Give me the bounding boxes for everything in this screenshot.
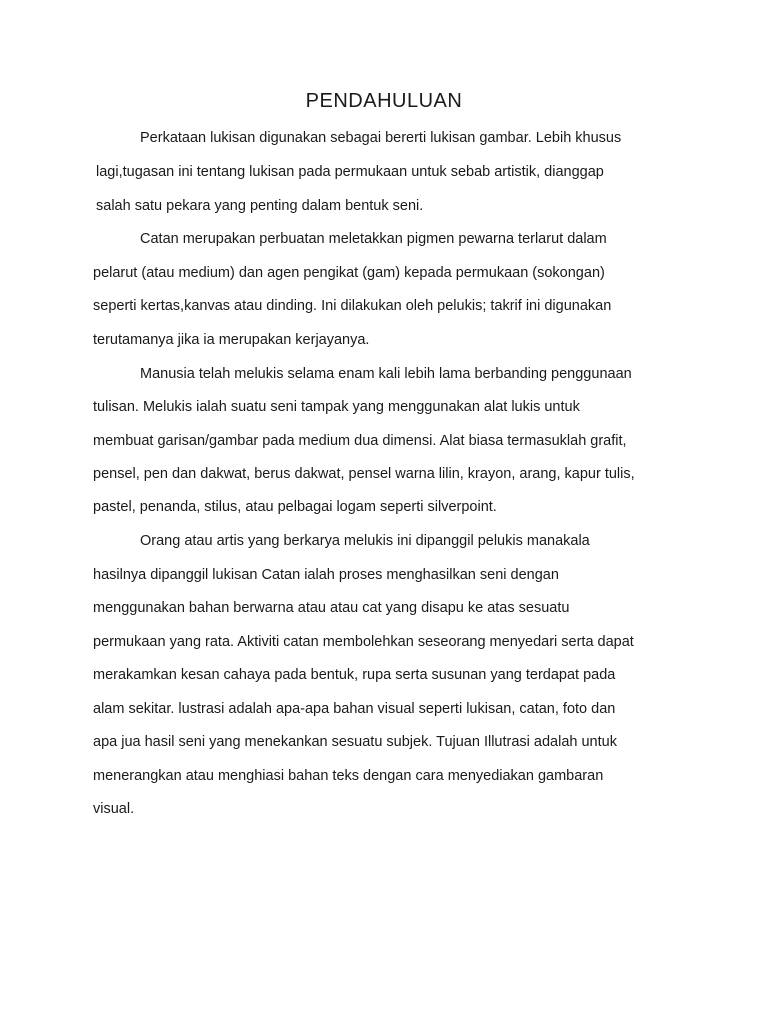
text-line: hasilnya dipanggil lukisan Catan ialah proses menghasilkan seni dengan — [93, 567, 559, 583]
text-line: pensel, pen dan dakwat, berus dakwat, pensel warna lilin, krayon, arang, kapur tulis, — [93, 466, 635, 482]
text-line: salah satu pekara yang penting dalam bentuk seni. — [96, 198, 424, 214]
text-line: permukaan yang rata. Aktiviti catan membolehkan seseorang menyedari serta dapat — [93, 634, 634, 650]
text-line: Perkataan lukisan digunakan sebagai bererti lukisan gambar. Lebih khusus — [140, 130, 622, 146]
text-line: lagi,tugasan ini tentang lukisan pada permukaan untuk sebab artistik, dianggap — [96, 164, 604, 180]
text-line: Manusia telah melukis selama enam kali lebih lama berbanding penggunaan — [140, 366, 632, 382]
text-line: merakamkan kesan cahaya pada bentuk, rupa serta susunan yang terdapat pada — [93, 667, 616, 683]
text-line: pastel, penanda, stilus, atau pelbagai logam seperti silverpoint. — [93, 499, 497, 515]
text-line: menggunakan bahan berwarna atau atau cat yang disapu ke atas sesuatu — [93, 600, 570, 616]
text-line: membuat garisan/gambar pada medium dua dimensi. Alat biasa termasuklah grafit, — [93, 433, 627, 449]
text-line: seperti kertas,kanvas atau dinding. Ini dilakukan oleh pelukis; takrif ini digunakan — [93, 298, 612, 314]
text-line: apa jua hasil seni yang menekankan sesuatu subjek. Tujuan Illutrasi adalah untuk — [93, 734, 617, 750]
text-line: Orang atau artis yang berkarya melukis ini dipanggil pelukis manakala — [140, 533, 590, 549]
text-line: tulisan. Melukis ialah suatu seni tampak yang menggunakan alat lukis untuk — [93, 399, 580, 415]
text-line: Catan merupakan perbuatan meletakkan pigmen pewarna terlarut dalam — [140, 231, 607, 247]
text-line: menerangkan atau menghiasi bahan teks dengan cara menyediakan gambaran — [93, 768, 604, 784]
text-line: pelarut (atau medium) dan agen pengikat (gam) kepada permukaan (sokongan) — [93, 265, 605, 281]
text-line: alam sekitar. lustrasi adalah apa-apa bahan visual seperti lukisan, catan, foto dan — [93, 701, 616, 717]
text-line: visual. — [93, 801, 135, 817]
document-title: PENDAHULUAN — [305, 90, 463, 112]
text-line: terutamanya jika ia merupakan kerjayanya. — [93, 332, 370, 348]
